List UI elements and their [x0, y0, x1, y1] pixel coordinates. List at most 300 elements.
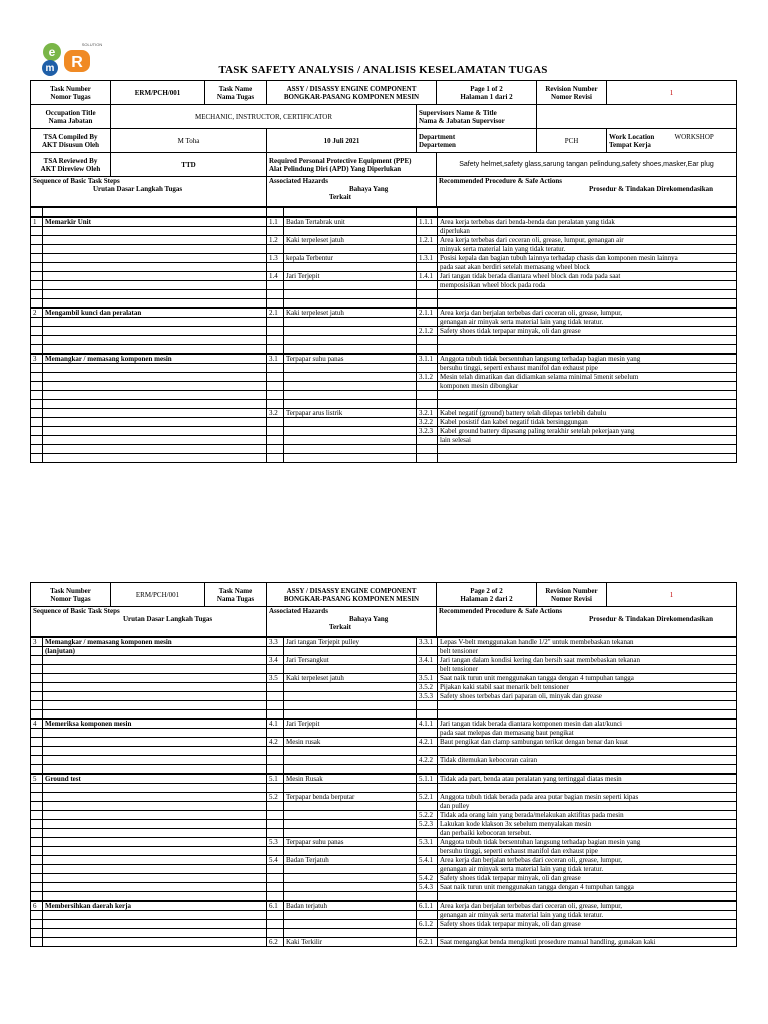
- step-description: Memangkar / memasang komponen mesin: [43, 638, 267, 647]
- task-number-label: Task Number Nomor Tugas: [31, 81, 111, 105]
- hazard-description: [284, 391, 417, 400]
- hazard-number: [267, 647, 284, 656]
- procedure-number: 3.2.3: [417, 427, 438, 436]
- table-row: [31, 938, 737, 947]
- hazard-number: 3.4: [267, 656, 284, 665]
- table-row: [31, 436, 737, 445]
- step-description: Mengambil kunci dan peralatan: [43, 308, 267, 318]
- hazard-description: [284, 382, 417, 391]
- hazard-description: [284, 436, 417, 445]
- step-number: [31, 336, 43, 345]
- hazard-description: [284, 454, 417, 463]
- supervisor-value: [537, 105, 737, 129]
- step-number: 3: [31, 638, 43, 647]
- table-row: [31, 308, 737, 318]
- step-number: [31, 802, 43, 811]
- procedure-description: Area kerja terbebas dari benda-benda dan peralatan yang tidak: [438, 217, 737, 227]
- step-number: [31, 811, 43, 820]
- procedure-number: [417, 647, 438, 656]
- step-number: [31, 674, 43, 683]
- hazard-description: [284, 784, 417, 793]
- table-row: [31, 692, 737, 701]
- hazard-number: [267, 364, 284, 373]
- procedure-number: 5.2.1: [417, 793, 438, 802]
- hazard-number: [267, 765, 284, 775]
- table-row: [31, 865, 737, 874]
- hazard-number: 5.3: [267, 838, 284, 847]
- procedure-number: 5.1.1: [417, 774, 438, 784]
- step-description: [43, 820, 267, 829]
- procedure-number: 3.5.1: [417, 674, 438, 683]
- procedure-description: [438, 391, 737, 400]
- hazard-description: Kaki terpeleset jatuh: [284, 236, 417, 245]
- procedure-description: Safety shoes tidak terpapar minyak, oli dan grease: [438, 874, 737, 883]
- table-row: [31, 647, 737, 656]
- hazard-number: [267, 436, 284, 445]
- procedure-number: 4.1.1: [417, 719, 438, 729]
- procedure-description: [438, 747, 737, 756]
- table-row: [31, 802, 737, 811]
- table-row: [31, 901, 737, 911]
- hazard-description: [284, 747, 417, 756]
- task-number-value: ERM/PCH/001: [111, 81, 205, 105]
- procedure-description: [438, 701, 737, 710]
- step-description: [43, 683, 267, 692]
- step-number: [31, 692, 43, 701]
- step-description: [43, 409, 267, 418]
- hazard-number: [267, 874, 284, 883]
- procedure-description: Saat naik turun unit menggunakan tangga dengan 4 tumpuhan tangga: [438, 883, 737, 892]
- procedure-description: Anggota tubuh tidak bersentuhan langsung terhadap bagian mesin yang: [438, 838, 737, 847]
- procedure-number: [417, 701, 438, 710]
- step-description: [43, 784, 267, 793]
- step-description: [43, 382, 267, 391]
- document-title: TASK SAFETY ANALYSIS / ANALISIS KESELAMATAN TUGAS: [218, 64, 548, 76]
- step-number: [31, 254, 43, 263]
- department-value: PCH: [537, 129, 607, 153]
- step-description: [43, 445, 267, 454]
- table-row: [31, 656, 737, 665]
- step-description: [43, 674, 267, 683]
- hazard-description: [284, 847, 417, 856]
- step-description: [43, 208, 267, 218]
- table-row: [31, 793, 737, 802]
- procedure-description: genangan air minyak serta material lain yang tidak teratur.: [438, 318, 737, 327]
- step-description: [43, 454, 267, 463]
- procedure-number: 3.4.1: [417, 656, 438, 665]
- hazard-number: [267, 683, 284, 692]
- procedure-description: [438, 290, 737, 299]
- step-description: [43, 263, 267, 272]
- table-row: [31, 892, 737, 902]
- procedure-number: 3.5.2: [417, 683, 438, 692]
- hazard-description: [284, 364, 417, 373]
- hazard-number: [267, 784, 284, 793]
- procedure-number: [417, 765, 438, 775]
- procedure-number: 6.1.2: [417, 920, 438, 929]
- table-row: [31, 217, 737, 227]
- hazard-description: [284, 692, 417, 701]
- hazard-number: 3.1: [267, 354, 284, 364]
- step-number: [31, 272, 43, 281]
- table-row: [31, 400, 737, 409]
- step-number: [31, 364, 43, 373]
- table-row: [31, 874, 737, 883]
- step-number: [31, 829, 43, 838]
- procedure-number: [417, 729, 438, 738]
- step-description: [43, 710, 267, 720]
- procedure-description: Tidak ditemukan kebocoran cairan: [438, 756, 737, 765]
- step-number: [31, 738, 43, 747]
- step-description: [43, 227, 267, 236]
- table-row: [31, 820, 737, 829]
- procedure-description: [438, 445, 737, 454]
- table-row: [31, 227, 737, 236]
- table-row: [31, 765, 737, 775]
- step-description: [43, 692, 267, 701]
- table-row: [31, 391, 737, 400]
- hazard-description: [284, 729, 417, 738]
- procedure-description: Jari tangan tidak berada diantara wheel block dan roda pada saat: [438, 272, 737, 281]
- step-number: [31, 318, 43, 327]
- table-row: [31, 272, 737, 281]
- hazard-description: [284, 208, 417, 218]
- step-number: [31, 290, 43, 299]
- occupation-value: MECHANIC, INSTRUCTOR, CERTIFICATOR: [111, 105, 417, 129]
- hazard-description: Terpapar benda berputar: [284, 793, 417, 802]
- procedure-description: Tidak ada part, benda atau peralatan yang tertinggal diatas mesin: [438, 774, 737, 784]
- hazard-number: [267, 373, 284, 382]
- procedure-description: komponen mesin dibongkar: [438, 382, 737, 391]
- logo-letter-m: m: [45, 63, 55, 74]
- procedure-number: [417, 299, 438, 309]
- hazard-number: [267, 281, 284, 290]
- hazard-description: Jari Tersangkut: [284, 656, 417, 665]
- procedure-number: 3.3.1: [417, 638, 438, 647]
- procedure-number: [417, 865, 438, 874]
- revision-value: 1: [607, 583, 737, 607]
- hazard-description: [284, 427, 417, 436]
- hazard-number: [267, 345, 284, 355]
- step-description: [43, 272, 267, 281]
- procedure-number: [417, 336, 438, 345]
- hazard-number: [267, 336, 284, 345]
- procedure-number: [417, 847, 438, 856]
- compiled-name: M Toha: [111, 129, 267, 153]
- hazard-number: [267, 820, 284, 829]
- step-number: [31, 345, 43, 355]
- step-number: [31, 784, 43, 793]
- step-description: (lanjutan): [43, 647, 267, 656]
- step-number: [31, 747, 43, 756]
- procedure-description: memposisikan wheel block pada roda: [438, 281, 737, 290]
- step-number: [31, 236, 43, 245]
- revision-label: Revision Number Nomor Revisi: [537, 81, 607, 105]
- hazard-description: [284, 683, 417, 692]
- step-description: [43, 364, 267, 373]
- procedure-description: Area kerja terbebas dari ceceran oli, grease, lumpur, genangan air: [438, 236, 737, 245]
- col-haz-header: Associated Hazards Bahaya Yang Terkait: [267, 177, 437, 207]
- hazard-number: [267, 883, 284, 892]
- task-number-value: ERM/PCH/001: [111, 583, 205, 607]
- step-description: [43, 373, 267, 382]
- hazard-description: [284, 318, 417, 327]
- procedure-number: 4.2.1: [417, 738, 438, 747]
- procedure-description: dan perbaiki kebocoran tersebut.: [438, 829, 737, 838]
- hazard-number: [267, 391, 284, 400]
- step-number: [31, 227, 43, 236]
- procedure-description: Area kerja dan berjalan terbebas dari ceceran oli, grease, lumpur,: [438, 901, 737, 911]
- procedure-description: Baut pengikat dan clamp sambungan terikat dengan benar dan kuat: [438, 738, 737, 747]
- hazard-description: Kaki terpeleset jatuh: [284, 308, 417, 318]
- step-number: [31, 436, 43, 445]
- procedure-description: pada saat akan berdiri setelah memasang wheel block: [438, 263, 737, 272]
- table-row: [31, 774, 737, 784]
- hazard-description: [284, 883, 417, 892]
- header-table: [30, 80, 737, 207]
- procedure-number: [417, 245, 438, 254]
- step-number: [31, 892, 43, 902]
- procedure-number: [417, 710, 438, 720]
- hazard-description: [284, 647, 417, 656]
- procedure-description: Kabel negatif (ground) battery telah dilepas terlebih dahulu: [438, 409, 737, 418]
- hazard-number: [267, 811, 284, 820]
- hazard-number: [267, 318, 284, 327]
- table-row: [31, 738, 737, 747]
- hazard-number: [267, 802, 284, 811]
- table-row: [31, 856, 737, 865]
- procedure-number: 5.4.3: [417, 883, 438, 892]
- steps-table-page-2: [30, 637, 737, 947]
- procedure-description: belt tensioner: [438, 647, 737, 656]
- col-seq-header: Sequence of Basic Task Steps Urutan Dasar Langkah Tugas: [31, 607, 267, 637]
- procedure-description: [438, 784, 737, 793]
- step-number: [31, 647, 43, 656]
- hazard-description: Terpapar suhu panas: [284, 838, 417, 847]
- table-row: [31, 829, 737, 838]
- hazard-number: [267, 208, 284, 218]
- hazard-description: [284, 929, 417, 938]
- hazard-number: [267, 929, 284, 938]
- step-description: Memangkar / memasang komponen mesin: [43, 354, 267, 364]
- step-number: [31, 756, 43, 765]
- table-row: [31, 454, 737, 463]
- hazard-number: 4.1: [267, 719, 284, 729]
- hazard-description: Kaki terpeleset jatuh: [284, 674, 417, 683]
- step-number: [31, 299, 43, 309]
- col-proc-header: Recommended Procedure & Safe Actions Prosedur & Tindakan Direkomendasikan: [437, 177, 737, 207]
- procedure-description: [438, 336, 737, 345]
- step-number: [31, 427, 43, 436]
- hazard-description: Mesin rusak: [284, 738, 417, 747]
- procedure-description: Area kerja dan berjalan terbebas dari ceceran oli, grease, lumpur,: [438, 308, 737, 318]
- hazard-number: [267, 911, 284, 920]
- step-number: [31, 208, 43, 218]
- procedure-number: [417, 829, 438, 838]
- hazard-number: [267, 692, 284, 701]
- page-label: Page 2 of 2 Halaman 2 dari 2: [437, 583, 537, 607]
- procedure-description: [438, 710, 737, 720]
- step-number: 4: [31, 719, 43, 729]
- hazard-description: Mesin Rusak: [284, 774, 417, 784]
- step-description: [43, 299, 267, 309]
- hazard-description: [284, 829, 417, 838]
- table-row: [31, 354, 737, 364]
- procedure-number: [417, 227, 438, 236]
- step-number: [31, 838, 43, 847]
- page-label: Page 1 of 2 Halaman 1 dari 2: [437, 81, 537, 105]
- step-number: [31, 327, 43, 336]
- step-number: [31, 454, 43, 463]
- hazard-description: kepala Terbentur: [284, 254, 417, 263]
- hazard-description: [284, 920, 417, 929]
- compiled-label: TSA Compiled By AKT Disusun Oleh: [31, 129, 111, 153]
- procedure-number: [417, 208, 438, 218]
- procedure-description: Safety shoes tidak terpapar minyak, oli dan grease: [438, 327, 737, 336]
- hazard-number: 1.1: [267, 217, 284, 227]
- col-proc-header: Recommended Procedure & Safe Actions Prosedur & Tindakan Direkomendasikan: [437, 607, 737, 637]
- hazard-description: [284, 865, 417, 874]
- procedure-description: Jari tangan tidak berada diantara komponen mesin dan alat/kunci: [438, 719, 737, 729]
- procedure-description: Kabel ground battery dipasang paling terakhir setelah pekerjaan yang: [438, 427, 737, 436]
- hazard-number: 3.5: [267, 674, 284, 683]
- procedure-description: Kabel posistif dan kabel negatif tidak bersinggungan: [438, 418, 737, 427]
- step-description: [43, 391, 267, 400]
- procedure-number: [417, 747, 438, 756]
- procedure-number: [417, 454, 438, 463]
- step-number: [31, 683, 43, 692]
- procedure-number: [417, 929, 438, 938]
- procedure-number: [417, 445, 438, 454]
- step-description: Ground test: [43, 774, 267, 784]
- step-description: [43, 938, 267, 947]
- step-number: [31, 847, 43, 856]
- procedure-number: [417, 345, 438, 355]
- table-row: [31, 811, 737, 820]
- logo-small-text: SOLUTION: [81, 42, 103, 47]
- procedure-description: dan pulley: [438, 802, 737, 811]
- steps-table-page-1: [30, 207, 737, 463]
- hazard-description: Badan Tertabrak unit: [284, 217, 417, 227]
- step-description: [43, 929, 267, 938]
- step-description: [43, 701, 267, 710]
- step-description: [43, 318, 267, 327]
- step-description: [43, 345, 267, 355]
- step-description: [43, 245, 267, 254]
- reviewed-value: TTD: [111, 153, 267, 177]
- step-number: [31, 391, 43, 400]
- step-number: [31, 281, 43, 290]
- table-row: [31, 245, 737, 254]
- hazard-description: Badan Terjatuh: [284, 856, 417, 865]
- procedure-description: Jari tangan dalam kondisi kering dan bersih saat membebaskan tekanan: [438, 656, 737, 665]
- procedure-description: Tidak ada orang lain yang berada/melakukan aktifitas pada mesin: [438, 811, 737, 820]
- table-row: [31, 847, 737, 856]
- hazard-number: 1.3: [267, 254, 284, 263]
- procedure-number: [417, 892, 438, 902]
- procedure-description: [438, 345, 737, 355]
- hazard-number: [267, 729, 284, 738]
- table-row: [31, 336, 737, 345]
- procedure-description: Lakukan kode klakson 3x sebelum menyalakan mesin: [438, 820, 737, 829]
- hazard-number: [267, 299, 284, 309]
- table-row: [31, 281, 737, 290]
- hazard-number: [267, 245, 284, 254]
- header-table-page-2: [30, 582, 737, 637]
- step-number: [31, 911, 43, 920]
- step-description: [43, 254, 267, 263]
- task-name-value: ASSY / DISASSY ENGINE COMPONENT BONGKAR-PASANG KOMPONEN MESIN: [267, 583, 437, 607]
- table-row: [31, 364, 737, 373]
- hazard-number: [267, 920, 284, 929]
- hazard-description: [284, 245, 417, 254]
- hazard-description: [284, 820, 417, 829]
- hazard-number: 3.2: [267, 409, 284, 418]
- procedure-description: [438, 929, 737, 938]
- step-number: [31, 856, 43, 865]
- revision-label: Revision Number Nomor Revisi: [537, 583, 607, 607]
- procedure-number: [417, 665, 438, 674]
- procedure-number: 1.2.1: [417, 236, 438, 245]
- hazard-description: [284, 263, 417, 272]
- table-row: [31, 920, 737, 929]
- table-row: [31, 929, 737, 938]
- table-row: [31, 683, 737, 692]
- hazard-description: [284, 227, 417, 236]
- procedure-description: Posisi kepala dan bagian tubuh lainnya terhadap chasis dan komponen mesin lainnya: [438, 254, 737, 263]
- step-number: 3: [31, 354, 43, 364]
- hazard-number: 6.1: [267, 901, 284, 911]
- procedure-description: bersuhu tinggi, seperti exhaust manifol dan exhaust pipe: [438, 847, 737, 856]
- col-haz-header: Associated Hazards Bahaya Yang Terkait: [267, 607, 437, 637]
- procedure-number: 3.2.1: [417, 409, 438, 418]
- step-description: [43, 756, 267, 765]
- procedure-number: 1.3.1: [417, 254, 438, 263]
- hazard-number: [267, 427, 284, 436]
- hazard-description: [284, 281, 417, 290]
- hazard-description: [284, 418, 417, 427]
- department-label: Department Departemen: [417, 129, 537, 153]
- procedure-number: [417, 382, 438, 391]
- hazard-number: 1.4: [267, 272, 284, 281]
- hazard-number: 5.1: [267, 774, 284, 784]
- step-description: [43, 656, 267, 665]
- step-number: [31, 920, 43, 929]
- logo-letter-r: R: [71, 54, 83, 71]
- ppe-label: Required Personal Protective Equipment (PPE) Alat Pelindung Diri (APD) Yang Diperlukan: [267, 153, 437, 177]
- procedure-number: 1.4.1: [417, 272, 438, 281]
- task-name-label: Task Name Nama Tugas: [205, 583, 267, 607]
- hazard-description: Terpapar arus listrik: [284, 409, 417, 418]
- revision-value: 1: [607, 81, 737, 105]
- hazard-number: [267, 665, 284, 674]
- task-name-label: Task Name Nama Tugas: [205, 81, 267, 105]
- step-number: [31, 382, 43, 391]
- hazard-description: Badan terjatuh: [284, 901, 417, 911]
- step-description: Memeriksa komponen mesin: [43, 719, 267, 729]
- hazard-description: [284, 892, 417, 902]
- hazard-description: [284, 400, 417, 409]
- procedure-description: [438, 400, 737, 409]
- procedure-description: genangan air minyak serta material lain yang tidak teratur.: [438, 865, 737, 874]
- table-row: [31, 290, 737, 299]
- hazard-description: Kaki Terkilir: [284, 938, 417, 947]
- procedure-description: Safety shoes terbebas dari paparan oli, minyak dan grease: [438, 692, 737, 701]
- step-number: [31, 445, 43, 454]
- procedure-description: Area kerja dan berjalan terbebas dari ceceran oli, grease, lumpur,: [438, 856, 737, 865]
- step-number: [31, 865, 43, 874]
- procedure-number: 4.2.2: [417, 756, 438, 765]
